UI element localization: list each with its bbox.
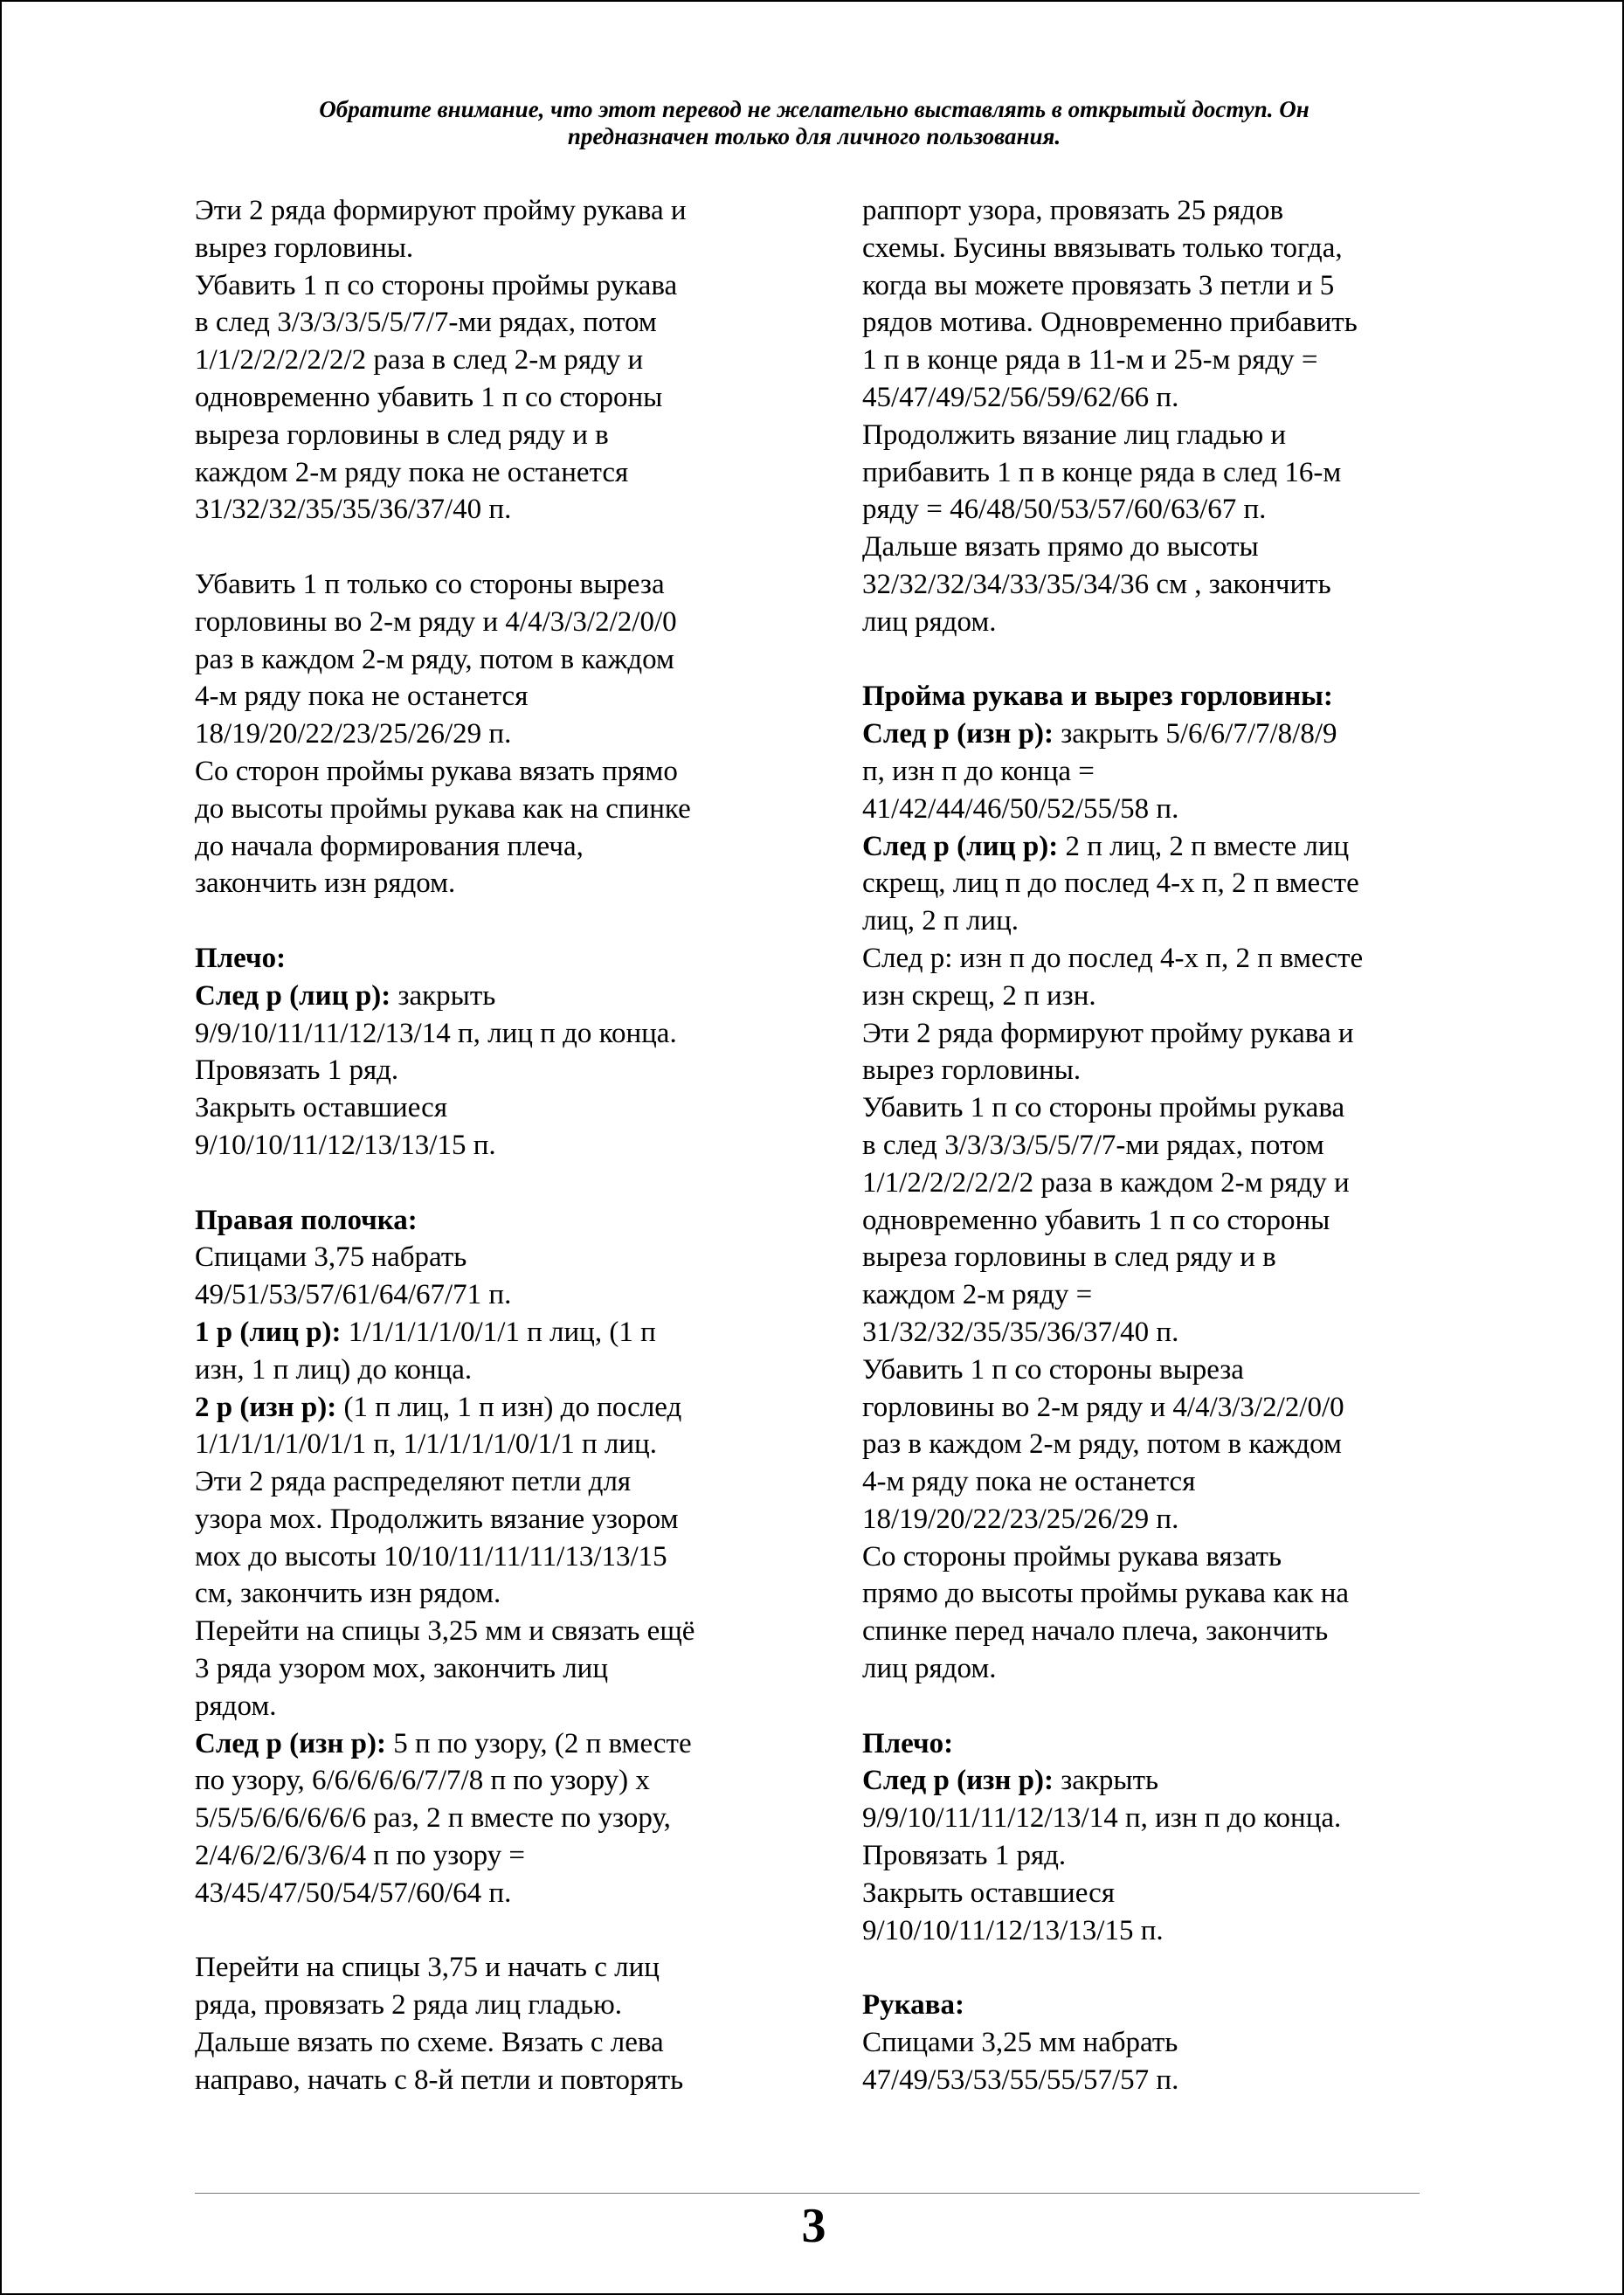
privacy-notice-line-1: Обратите внимание, что этот перевод не желательно выставлять в открытый доступ. Он (319, 96, 1310, 122)
line-text: изн, 1 п лиц) до конца. (195, 1353, 473, 1386)
line-text: Спицами 3,75 набрать (195, 1241, 467, 1274)
right-column-text-line (862, 1875, 1439, 1912)
bold-heading: Плечо: (195, 942, 287, 974)
right-column-text-line (862, 1015, 1439, 1053)
left-column-text-line (195, 1688, 789, 1725)
line-text: Продолжить вязание лиц гладью и (862, 418, 1287, 451)
line-text: Закрыть оставшиеся (195, 1092, 447, 1124)
left-column-text-line (195, 604, 789, 641)
right-column-text-line (862, 304, 1439, 342)
right-column-text-line (862, 342, 1439, 379)
bold-heading: 1 р (лиц р): (195, 1316, 342, 1348)
right-column-text-line (862, 678, 1439, 715)
line-text: Дальше вязать прямо до высоты (862, 531, 1259, 563)
line-text: по узору, 6/6/6/6/6/7/7/8 п по узору) x (195, 1765, 650, 1797)
line-text: выреза горловины в след ряду и в (862, 1241, 1276, 1274)
line-text: в след 3/3/3/3/5/5/7/7-ми рядах, потом (195, 307, 657, 339)
right-column-text-line (862, 791, 1439, 828)
right-column-text-line (862, 379, 1439, 417)
line-text: направо, начать с 8-й петли и повторять (195, 2063, 684, 2096)
right-column-text-line (862, 1575, 1439, 1613)
line-text: Эти 2 ряда формируют пройму рукава и (862, 1017, 1354, 1049)
left-column-text-line (195, 1015, 789, 1053)
line-text: Убавить 1 п только со стороны выреза (195, 568, 665, 600)
right-column-text-line (862, 753, 1439, 791)
left-column-text-line (195, 1987, 789, 2024)
line-text: см, закончить изн рядом. (195, 1578, 501, 1610)
right-column-text-line (862, 529, 1439, 566)
right-column-text-line (862, 865, 1439, 902)
line-text: 4-м ряду пока не останется (195, 681, 529, 713)
left-column-text-line (195, 1351, 789, 1389)
line-text: закрыть 5/6/6/7/7/8/8/9 (1053, 718, 1337, 750)
right-column-text-line (862, 267, 1439, 305)
line-text: 41/42/44/46/50/52/55/58 п. (862, 792, 1179, 825)
line-text: 2/4/6/2/6/3/6/4 п по узору = (195, 1840, 526, 1872)
bold-heading: След р (лиц р): (862, 830, 1059, 862)
left-column-text-line (195, 1463, 789, 1501)
left-column-text-line (195, 715, 789, 753)
line-text: до высоты проймы рукава как на спинке (195, 792, 691, 825)
bold-heading: След р (изн р): (862, 718, 1054, 750)
line-text: 47/49/53/53/55/55/57/57 п. (862, 2063, 1179, 2096)
right-column-text-line (862, 1389, 1439, 1427)
line-text: спинке перед начало плеча, закончить (862, 1615, 1329, 1648)
line-text: горловины во 2-м ряду и 4/4/3/3/2/2/0/0 (862, 1391, 1344, 1423)
line-text: схемы. Бусины ввязывать только тогда, (862, 232, 1343, 264)
line-text: 9/9/10/11/11/12/13/14 п, лиц п до конца. (195, 1017, 677, 1049)
line-text: скрещ, лиц п до послед 4-х п, 2 п вместе (862, 868, 1359, 900)
paragraph-gap (862, 641, 1439, 679)
line-text: когда вы можете провязать 3 петли и 5 (862, 269, 1335, 301)
line-text: Закрыть оставшиеся (862, 1877, 1115, 1909)
line-text: 1/1/2/2/2/2/2/2 раза в след 2-м ряду и (195, 344, 644, 377)
left-column-text-line (195, 1389, 789, 1427)
line-text: раз в каждом 2-м ряду, потом в каждом (195, 643, 674, 675)
left-column-text-line (195, 753, 789, 791)
paragraph-gap (862, 1688, 1439, 1725)
line-text: до начала формирования плеча, (195, 830, 584, 862)
line-text: Перейти на спицы 3,75 и начать с лиц (195, 1952, 660, 1984)
left-column-text-line (195, 1426, 789, 1463)
right-column-text-line (862, 491, 1439, 529)
right-column-text-line (862, 454, 1439, 492)
line-text: Убавить 1 п со стороны проймы рукава (195, 269, 678, 301)
line-text: Убавить 1 п со стороны проймы рукава (862, 1092, 1345, 1124)
line-text: прямо до высоты проймы рукава как на (862, 1578, 1350, 1610)
line-text: одновременно убавить 1 п со стороны (195, 381, 663, 413)
right-column-text-line (862, 1426, 1439, 1463)
line-text: изн скрещ, 2 п изн. (862, 979, 1096, 1012)
line-text: 1/1/1/1/1/0/1/1 п, 1/1/1/1/1/0/1/1 п лиц. (195, 1428, 657, 1461)
line-text: вырез горловины. (195, 232, 414, 264)
bold-heading: След р (лиц р): (195, 979, 391, 1012)
left-column-text-line (195, 230, 789, 267)
privacy-notice (194, 96, 1434, 151)
left-column-text-line (195, 1127, 789, 1165)
line-text: Эти 2 ряда распределяют петли для (195, 1466, 632, 1498)
line-text: одновременно убавить 1 п со стороны (862, 1204, 1330, 1236)
right-column-text-line (862, 1912, 1439, 1950)
line-text: горловины во 2-м ряду и 4/4/3/3/2/2/0/0 (195, 605, 677, 638)
left-column-text-line (195, 304, 789, 342)
right-column-text-line (862, 1501, 1439, 1538)
left-column-text-line (195, 491, 789, 529)
left-column-text-line (195, 1538, 789, 1576)
line-text: 1/1/1/1/1/0/1/1 п лиц, (1 п (341, 1316, 656, 1348)
line-text: 1 п в конце ряда в 11-м и 25-м ряду = (862, 344, 1318, 377)
bold-heading: След р (изн р): (862, 1765, 1054, 1797)
line-text: 9/10/10/11/12/13/13/15 п. (195, 1129, 496, 1161)
right-column-text-line (862, 1837, 1439, 1875)
right-column-text-line (862, 1276, 1439, 1314)
line-text: 43/45/47/50/54/57/60/64 п. (195, 1877, 512, 1909)
bold-heading: Пройма рукава и вырез горловины: (862, 681, 1333, 713)
line-text: лиц рядом. (862, 1653, 997, 1685)
left-column-text-line (195, 1725, 789, 1763)
privacy-notice-line-2: предназначен только для личного пользования. (567, 123, 1061, 150)
left-column-text-line (195, 1650, 789, 1688)
line-text: мох до высоты 10/10/11/11/11/13/13/15 (195, 1540, 667, 1573)
right-column-text-line (862, 417, 1439, 454)
line-text: выреза горловины в след ряду и в (195, 418, 609, 451)
line-text: закончить изн рядом. (195, 868, 456, 900)
bold-heading: 2 р (изн р): (195, 1391, 337, 1423)
line-text: 9/10/10/11/12/13/13/15 п. (862, 1914, 1164, 1946)
right-column-text-line (862, 1314, 1439, 1351)
right-text-column (862, 192, 1439, 2099)
right-column-text-line (862, 2062, 1439, 2099)
right-column-text-line (862, 1613, 1439, 1650)
line-text: Со стороны проймы рукава вязать (862, 1540, 1282, 1573)
bold-heading: Правая полочка: (195, 1204, 418, 1236)
line-text: лиц, 2 п лиц. (862, 905, 1019, 937)
line-text: ряду = 46/48/50/53/57/60/63/67 п. (862, 494, 1267, 526)
line-text: Дальше вязать по схеме. Вязать с лева (195, 2027, 664, 2059)
line-text: Убавить 1 п со стороны выреза (862, 1353, 1244, 1386)
left-column-text-line (195, 1314, 789, 1351)
right-column-text-line (862, 1052, 1439, 1089)
right-column-text-line (862, 192, 1439, 230)
line-text: 45/47/49/52/56/59/62/66 п. (862, 381, 1179, 413)
right-column-text-line (862, 1239, 1439, 1276)
left-column-text-line (195, 940, 789, 978)
line-text: 18/19/20/22/23/25/26/29 п. (195, 718, 512, 750)
left-column-text-line (195, 865, 789, 902)
line-text: (1 п лиц, 1 п изн) до послед (336, 1391, 682, 1423)
line-text: 3 ряда узором мох, закончить лиц (195, 1653, 608, 1685)
left-column-text-line (195, 1800, 789, 1837)
left-column-text-line (195, 267, 789, 305)
line-text: 5/5/5/6/6/6/6/6 раз, 2 п вместе по узору, (195, 1802, 671, 1835)
line-text: вырез горловины. (862, 1054, 1082, 1087)
left-column-text-line (195, 1762, 789, 1800)
line-text: 32/32/32/34/33/35/34/36 см , закончить (862, 568, 1331, 600)
left-column-text-line (195, 641, 789, 679)
left-column-text-line (195, 1837, 789, 1875)
paragraph-gap (195, 1912, 789, 1950)
right-column-text-line (862, 1202, 1439, 1240)
line-text: раз в каждом 2-м ряду, потом в каждом (862, 1428, 1342, 1461)
left-column-text-line (195, 342, 789, 379)
bold-heading: Рукава: (862, 1989, 964, 2022)
left-column-text-line (195, 1052, 789, 1089)
left-column-text-line (195, 454, 789, 492)
line-text: Провязать 1 ряд. (862, 1840, 1067, 1872)
line-text: Спицами 3,25 мм набрать (862, 2027, 1178, 2059)
right-column-text-line (862, 1650, 1439, 1688)
left-column-text-line (195, 1202, 789, 1240)
right-column-text-line (862, 604, 1439, 641)
line-text: 2 п лиц, 2 п вместе лиц (1058, 830, 1350, 862)
line-text: 31/32/32/35/35/36/37/40 п. (862, 1316, 1179, 1348)
paragraph-gap (195, 1165, 789, 1202)
paragraph-gap (195, 529, 789, 566)
right-column-text-line (862, 230, 1439, 267)
line-text: Перейти на спицы 3,25 мм и связать ещё (195, 1615, 695, 1648)
right-column-text-line (862, 566, 1439, 604)
right-column-text-line (862, 1127, 1439, 1165)
line-text: ряда, провязать 2 ряда лиц гладью. (195, 1989, 623, 2022)
line-text: 49/51/53/57/61/64/67/71 п. (195, 1279, 512, 1311)
line-text: узора мох. Продолжить вязание узором (195, 1503, 679, 1535)
left-column-text-line (195, 1501, 789, 1538)
line-text: рядов мотива. Одновременно прибавить (862, 307, 1358, 339)
paragraph-gap (862, 1949, 1439, 1987)
line-text: в след 3/3/3/3/5/5/7/7-ми рядах, потом (862, 1129, 1324, 1161)
left-column-text-line (195, 417, 789, 454)
right-column-text-line (862, 1725, 1439, 1763)
line-text: 4-м ряду пока не останется (862, 1466, 1196, 1498)
left-column-text-line (195, 1949, 789, 1987)
left-column-text-line (195, 1089, 789, 1127)
right-column-text-line (862, 1762, 1439, 1800)
line-text: рядом. (195, 1690, 277, 1722)
line-text: п, изн п до конца = (862, 755, 1095, 787)
left-column-text-line (195, 828, 789, 866)
right-column-text-line (862, 1351, 1439, 1389)
right-column-text-line (862, 902, 1439, 940)
left-column-text-line (195, 566, 789, 604)
left-column-text-line (195, 1875, 789, 1912)
line-text: каждом 2-м ряду = (862, 1279, 1093, 1311)
line-text: Со сторон проймы рукава вязать прямо (195, 755, 678, 787)
right-column-text-line (862, 940, 1439, 978)
left-column-text-line (195, 2062, 789, 2099)
line-text: Провязать 1 ряд. (195, 1054, 399, 1087)
line-text: 9/9/10/11/11/12/13/14 п, изн п до конца. (862, 1802, 1342, 1835)
line-text: 31/32/32/35/35/36/37/40 п. (195, 494, 512, 526)
left-column-text-line (195, 1613, 789, 1650)
right-column-text-line (862, 2024, 1439, 2062)
line-text: закрыть (390, 979, 496, 1012)
line-text: 5 п по узору, (2 п вместе (385, 1727, 692, 1759)
left-column-text-line (195, 192, 789, 230)
right-column-text-line (862, 978, 1439, 1015)
line-text: раппорт узора, провязать 25 рядов (862, 195, 1284, 226)
line-text: прибавить 1 п в конце ряда в след 16-м (862, 456, 1342, 488)
bold-heading: След р (изн р): (195, 1727, 386, 1759)
right-column-text-line (862, 828, 1439, 866)
left-column-text-line (195, 2024, 789, 2062)
left-column-text-line (195, 1239, 789, 1276)
line-text: 18/19/20/22/23/25/26/29 п. (862, 1503, 1179, 1535)
page-number: 3 (801, 2199, 826, 2253)
left-column-text-line (195, 791, 789, 828)
right-column-text-line (862, 1987, 1439, 2024)
line-text: Эти 2 ряда формируют пройму рукава и (195, 195, 687, 226)
line-text: След р: изн п до послед 4-х п, 2 п вместе (862, 942, 1364, 974)
left-column-text-line (195, 379, 789, 417)
right-column-text-line (862, 1165, 1439, 1202)
line-text: лиц рядом. (862, 605, 997, 638)
paragraph-gap (195, 902, 789, 940)
bold-heading: Плечо: (862, 1727, 954, 1759)
right-column-text-line (862, 1089, 1439, 1127)
line-text: каждом 2-м ряду пока не останется (195, 456, 629, 488)
right-column-text-line (862, 1800, 1439, 1837)
left-column-text-line (195, 1276, 789, 1314)
line-text: 1/1/2/2/2/2/2/2 раза в каждом 2-м ряду и (862, 1166, 1350, 1199)
right-column-text-line (862, 1538, 1439, 1576)
line-text: закрыть (1053, 1765, 1159, 1797)
left-column-text-line (195, 1575, 789, 1613)
left-column-text-line (195, 978, 789, 1015)
left-column-text-line (195, 678, 789, 715)
left-text-column (195, 192, 789, 2099)
right-column-text-line (862, 1463, 1439, 1501)
right-column-text-line (862, 715, 1439, 753)
